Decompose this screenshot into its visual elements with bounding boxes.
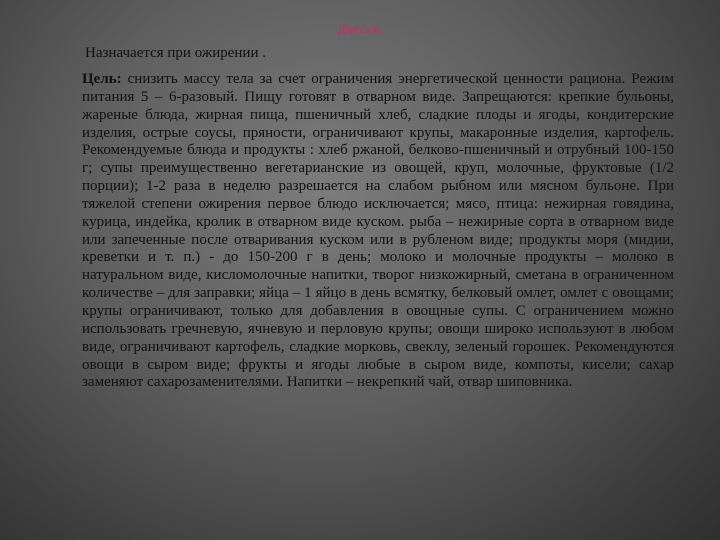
intro-line: Назначается при ожирении . <box>85 45 266 61</box>
body-text: снизить массу тела за счет ограничения энергетической ценности рациона. Режим питания 5 – 6-разовый. Пищу готовят в отварном виде. Запрещаются: крепкие бульоны, жареные блюда, жирная пища, пшеничный хлеб, сладкие плоды и ягоды, кондитерские изделия, острые соусы, пряности, ограничивают крупы, макаронные изделия, картофель. Рекомендуемые блюда и продукты : хлеб ржаной, белково-пшеничный и отрубный 100-150 г; супы преимущественно вегетарианские из овощей, круп, молочные, фруктовые (1/2 порции); 1-2 раза в неделю разрешается на слабом рыбном или мясном бульоне. При тяжелой степени ожирения первое блюдо исключается; мясо, птица: нежирная говядина, курица, индейка, кролик в отварном виде куском. рыба – нежирные сорта в отварном виде или запеченные после отваривания куском или в рубленом виде; продукты моря (мидии, креветки и т. п.) - до 150-200 г в день; молоко и молочные продукты – молоко в натуральном виде, кисломолочные напитки, творог низкожирный, сметана в ограниченном количестве – для заправки; яйца – 1 яйцо в день всмятку, белковый омлет, омлет с овощами; крупы ограничивают, только для добавления в овощные супы. С ограничением можно использовать гречневую, ячневую и перловую крупы; овощи широко используют в любом виде, ограничивают картофель, сладкие морковь, свеклу, зеленый горошек. Рекомендуются овощи в сыром виде; фрукты и ягоды любые в сыром виде, компоты, кисели; сахар заменяют сахарозаменителями. Напитки – некрепкий чай, отвар шиповника. <box>82 71 674 391</box>
body-paragraph <box>82 71 674 392</box>
goal-label: Цель: <box>82 71 122 87</box>
slide-title: Диета 8. <box>337 22 383 36</box>
